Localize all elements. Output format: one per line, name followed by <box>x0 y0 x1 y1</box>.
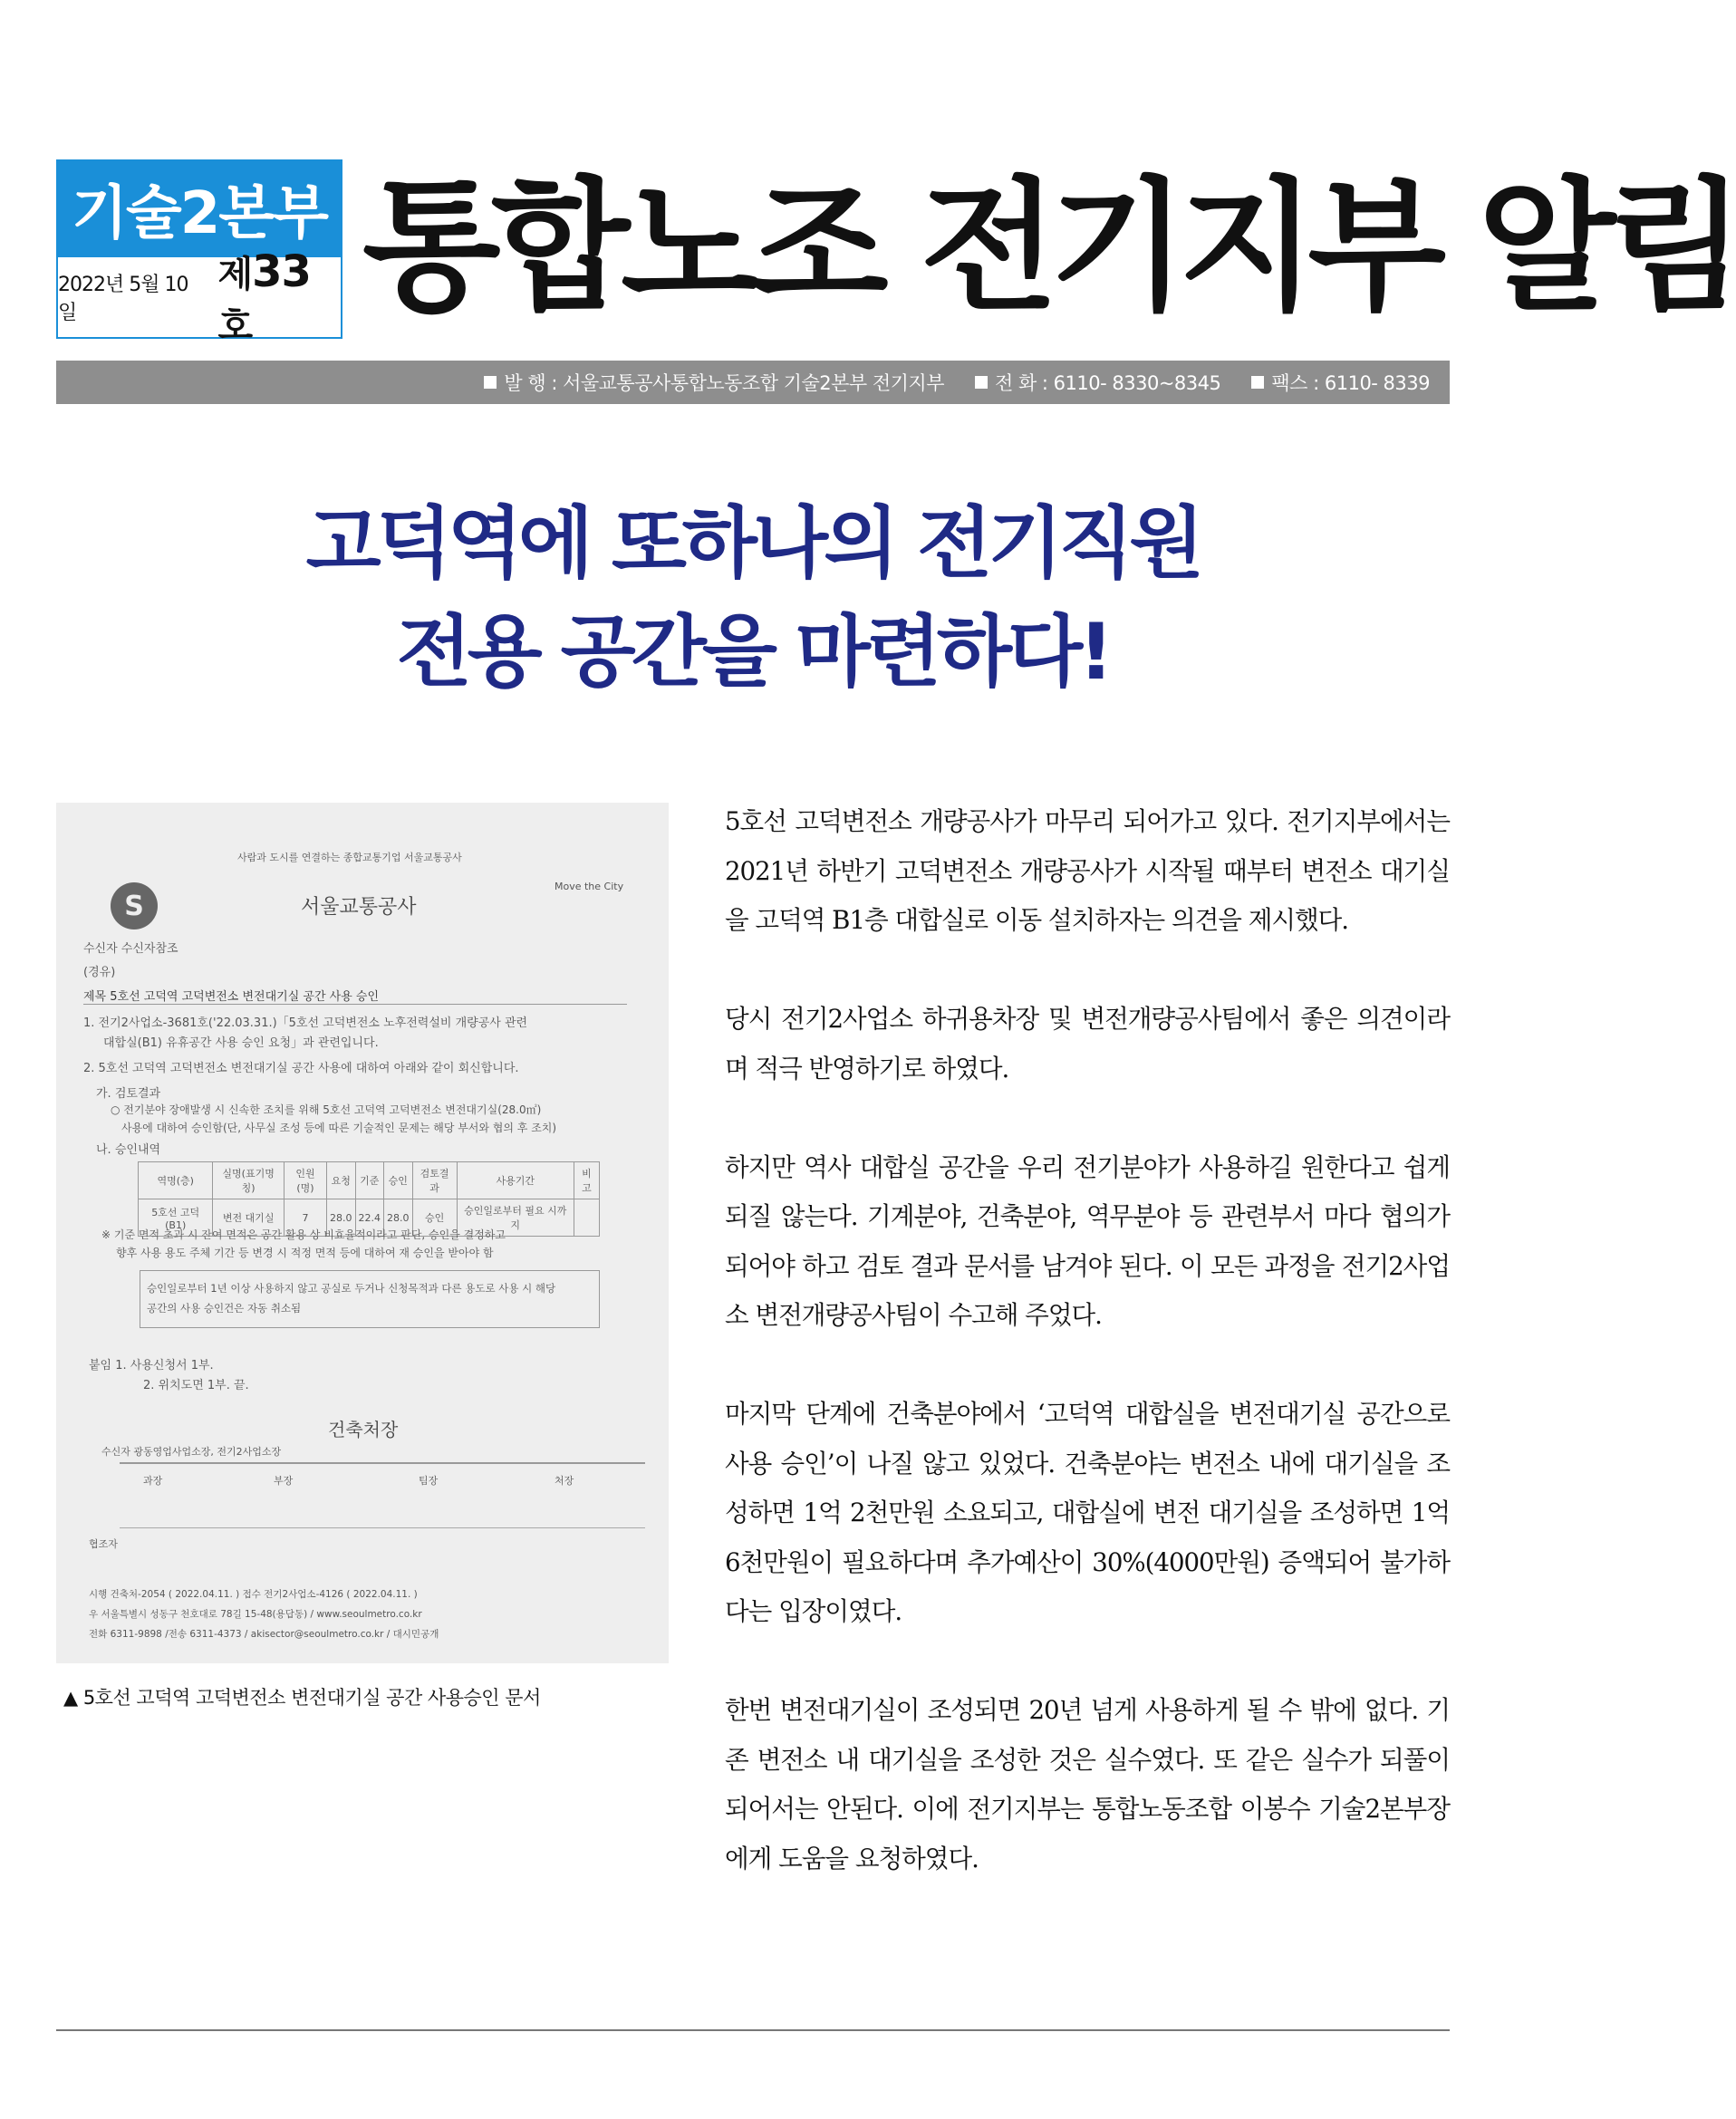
fax-info <box>1251 369 1430 396</box>
table-cell <box>574 1199 599 1237</box>
issue-date: 2022년 5월 10일 <box>58 274 188 324</box>
doc-sign-role: 과장 <box>143 1475 163 1487</box>
table-header: 비고 <box>574 1162 599 1199</box>
approval-document-image <box>56 803 669 1663</box>
doc-item1b: 대합실(B1) 유휴공간 사용 승인 요청」과 관련입니다. <box>103 1036 379 1050</box>
article-paragraph: 한번 변전대기실이 조성되면 20년 넘게 사용하게 될 수 밖에 없다. 기존 변전소 내 대기실을 조성한 것은 실수였다. 또 같은 실수가 되풀이 되어서는 안된다. 이에 전기지부는 통합노동조합 이봉수 기술2본부장에게 도움을 요청하였다. <box>725 1695 1450 1873</box>
doc-slogan: 사람과 도시를 연결하는 종합교통기업 서울교통공사 <box>237 852 462 863</box>
table-cell: 28.0 <box>384 1199 413 1237</box>
table-header: 승인 <box>384 1162 413 1199</box>
article-paragraph: 하지만 역사 대합실 공간을 우리 전기분야가 사용하길 원한다고 쉽게 되질 않는다. 기계분야, 건축분야, 역무분야 등 관련부서 마다 협의가 되어야 하고 검토 결과 문서를 남겨야 된다. 이 모든 과정을 전기2사업소 변전개량공사팀이 수고해 주었다. <box>725 1151 1450 1330</box>
newsletter-title: 통합노조 전기지부 알림 <box>362 164 1736 331</box>
table-header-row <box>139 1162 600 1199</box>
doc-attach2: 2. 위치도면 1부. 끝. <box>143 1379 249 1392</box>
doc-box-line1: 승인일로부터 1년 이상 사용하지 않고 공실로 두거나 신청목적과 다른 용도로 사용 시 해당 <box>147 1282 556 1295</box>
doc-divider <box>83 1004 627 1005</box>
phone-text: 전 화 : 6110- 8330~8345 <box>995 372 1221 394</box>
division-badge: 기술2본부 <box>56 159 342 257</box>
table-header: 요청 <box>327 1162 356 1199</box>
issue-number <box>217 246 341 349</box>
square-bullet-icon <box>1251 376 1264 389</box>
doc-sign-divider <box>120 1462 645 1464</box>
doc-org: 서울교통공사 <box>301 896 417 919</box>
doc-brand: Move the City <box>555 881 624 892</box>
doc-attach1: 붙임 1. 사용신청서 1부. <box>89 1359 214 1373</box>
table-header: 기준 <box>355 1162 384 1199</box>
table-header: 실명(표기명칭) <box>213 1162 285 1199</box>
seoul-metro-logo-icon: S <box>111 882 158 929</box>
table-cell: 28.0 <box>327 1199 356 1237</box>
table-header: 사용기간 <box>457 1162 574 1199</box>
fax-text: 팩스 : 6110- 8339 <box>1271 372 1430 394</box>
doc-cooperator: 협조자 <box>89 1538 118 1550</box>
square-bullet-icon <box>975 376 988 389</box>
doc-recipient: 수신자 수신자참조 <box>83 942 178 956</box>
doc-sign-role: 팀장 <box>419 1475 439 1487</box>
issue-num: 33 <box>252 246 311 297</box>
publisher-text: 발 행 : 서울교통공사통합노동조합 기술2본부 전기지부 <box>504 372 944 394</box>
table-cell: 7 <box>284 1199 326 1237</box>
doc-sec-a2: 사용에 대하여 승인함(단, 사무실 조성 등에 따른 기술적인 문제는 해당 부서와 협의 후 조치) <box>121 1122 557 1134</box>
table-header: 검토결과 <box>412 1162 457 1199</box>
doc-subject: 제목 5호선 고덕역 고덕변전소 변전대기실 공간 사용 승인 <box>83 990 380 1004</box>
article-body <box>725 797 1450 1933</box>
headline-line-2: 전용 공간을 마련하다! <box>396 607 1110 698</box>
doc-note1: ※ 기준 면적 초과 시 잔여 면적은 공간 활용 상 비효율적이라고 판단, 승인을 결정하고 <box>101 1228 506 1241</box>
table-cell: 승인 <box>412 1199 457 1237</box>
issue-prefix: 제 <box>217 254 253 295</box>
footer-divider <box>56 2029 1450 2031</box>
doc-sender: 건축처장 <box>328 1419 399 1440</box>
issue-suffix: 호 <box>217 305 253 347</box>
doc-item1: 1. 전기2사업소-3681호('22.03.31.)「5호선 고덕변전소 노후전력설비 개량공사 관련 <box>83 1016 528 1030</box>
headline-line-1: 고덕역에 또하나의 전기직원 <box>305 498 1201 589</box>
approval-table <box>138 1161 600 1237</box>
doc-item2: 2. 5호선 고덕역 고덕변전소 변전대기실 공간 사용에 대하여 아래와 같이 회신합니다. <box>83 1062 519 1075</box>
article-paragraph: 당시 전기2사업소 하귀용차장 및 변전개량공사팀에서 좋은 의견이라며 적극 반영하기로 하였다. <box>725 1004 1450 1084</box>
doc-sec-a1: ○ 전기분야 장애발생 시 신속한 조치를 위해 5호선 고덕역 고덕변전소 변전대기실(28.0㎡) <box>111 1103 542 1116</box>
doc-sign-role: 처장 <box>555 1475 574 1487</box>
doc-sign-divider-2 <box>120 1527 645 1528</box>
doc-contact: 전화 6311-9898 /전송 6311-4373 / akisector@seoulmetro.co.kr / 대시민공개 <box>89 1629 439 1640</box>
table-cell: 22.4 <box>355 1199 384 1237</box>
table-cell: 변전 대기실 <box>213 1199 285 1237</box>
doc-address: 우 서울특별시 성동구 천호대로 78길 15-48(용답동) / www.seoulmetro.co.kr <box>89 1609 422 1620</box>
doc-note2: 향후 사용 용도 주체 기간 등 변경 시 적정 면적 등에 대하여 재 승인을 받아야 함 <box>116 1247 494 1259</box>
phone-info <box>975 369 1220 396</box>
image-caption: ▲ 5호선 고덕역 고덕변전소 변전대기실 공간 사용승인 문서 <box>63 1687 541 1709</box>
table-cell: 승인일로부터 필요 시까지 <box>457 1199 574 1237</box>
publisher-info-bar <box>56 361 1450 404</box>
headline <box>56 489 1450 707</box>
table-header: 인원(명) <box>284 1162 326 1199</box>
publisher-info <box>484 369 944 396</box>
doc-sec-a: 가. 검토결과 <box>96 1087 161 1101</box>
table-header: 역명(층) <box>139 1162 213 1199</box>
table-cell: 5호선 고덕(B1) <box>139 1199 213 1237</box>
doc-sec-b: 나. 승인내역 <box>96 1143 161 1157</box>
doc-via: (경유) <box>83 966 116 979</box>
doc-sign-role: 부장 <box>274 1475 294 1487</box>
square-bullet-icon <box>484 376 497 389</box>
issue-info <box>56 246 342 347</box>
doc-box-line2: 공간의 사용 승인건은 자동 취소됨 <box>147 1302 302 1315</box>
article-paragraph: 5호선 고덕변전소 개량공사가 마무리 되어가고 있다. 전기지부에서는 2021년 하반기 고덕변전소 개량공사가 시작될 때부터 변전소 대기실을 고덕역 B1층 대합실로 이동 설치하자는 의견을 제시했다. <box>725 806 1450 935</box>
doc-exec: 시행 건축처-2054 ( 2022.04.11. ) 접수 전기2사업소-4126 ( 2022.04.11. ) <box>89 1589 418 1600</box>
doc-notice-box <box>140 1270 600 1328</box>
article-paragraph: 마지막 단계에 건축분야에서 ‘고덕역 대합실을 변전대기실 공간으로 사용 승인’이 나질 않고 있었다. 건축분야는 변전소 내에 대기실을 조성하면 1억 2천만원 소요되고, 대합실에 변전 대기실을 조성하면 1억 6천만원이 필요하다며 추가예산이 30%(4000만원) 증액되어 불가하다는 입장이였다. <box>725 1399 1450 1626</box>
doc-cc: 수신자 광동영업사업소장, 전기2사업소장 <box>101 1446 282 1458</box>
